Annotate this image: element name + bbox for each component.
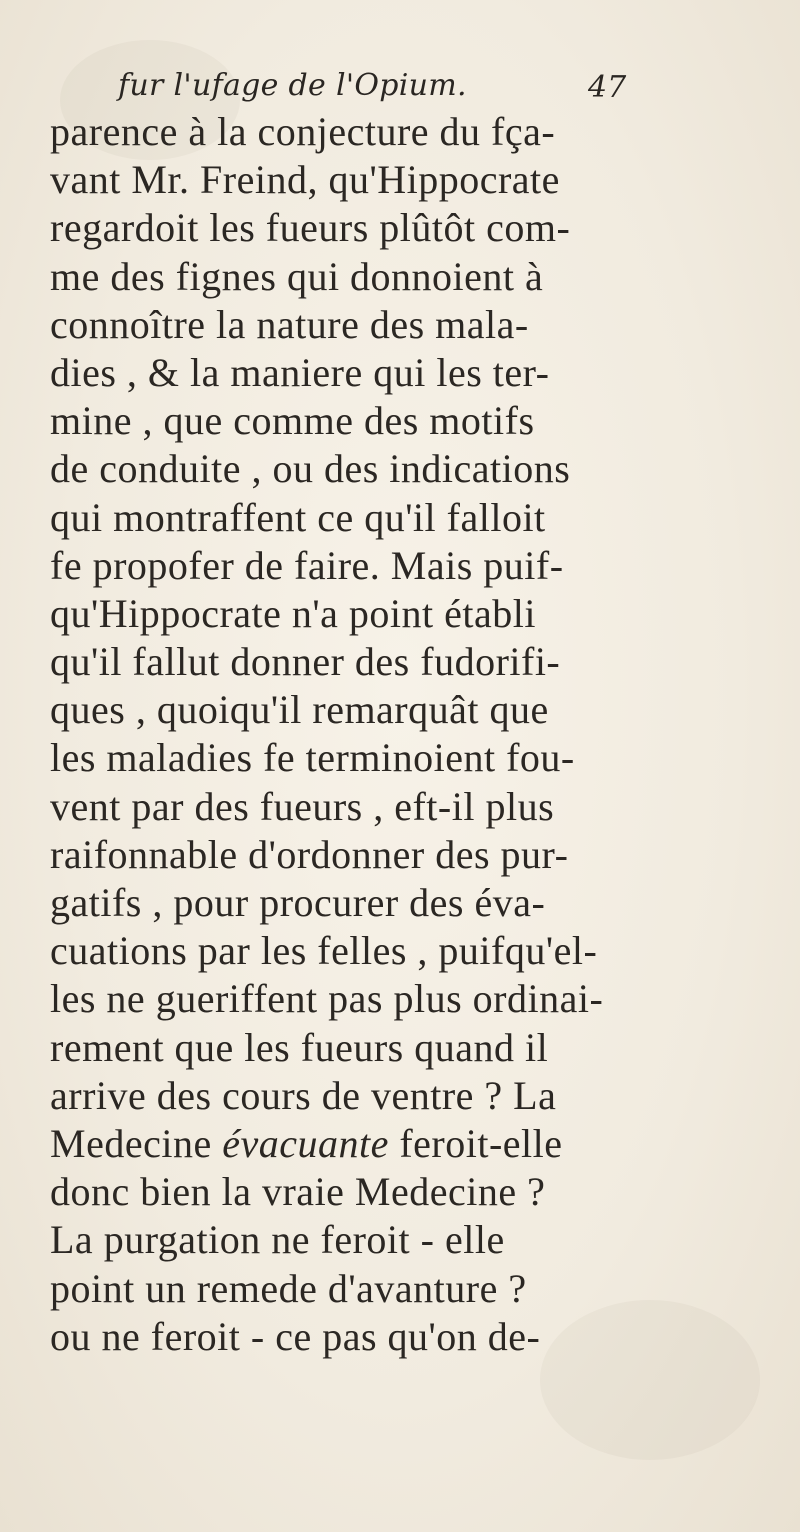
text-segment: feroit-elle [388, 1120, 563, 1166]
text-line: mine , que comme des motifs [50, 398, 535, 444]
running-head: fur l'ufage de l'Opium. [118, 68, 467, 103]
text-line: rement que les fueurs quand il [50, 1024, 549, 1070]
text-line: qu'il fallut donner des fudorifi- [50, 639, 561, 685]
body-text [50, 108, 750, 1361]
italic-word: évacuante [222, 1120, 389, 1166]
text-line: cuations par les felles , puifqu'el- [50, 928, 598, 974]
text-line: me des fignes qui donnoient à [50, 253, 544, 299]
text-line: fe propofer de faire. Mais puif- [50, 542, 564, 588]
text-line: dies , & la maniere qui les ter- [50, 349, 550, 395]
text-line: ou ne feroit - ce pas qu'on de- [50, 1313, 541, 1359]
text-line: vent par des fueurs , eft-il plus [50, 783, 555, 829]
text-line: point un remede d'avanture ? [50, 1265, 527, 1311]
text-line: qui montraffent ce qu'il falloit [50, 494, 546, 540]
text-line: donc bien la vraie Medecine ? [50, 1169, 546, 1215]
text-line [50, 1120, 750, 1168]
text-segment: Medecine [50, 1120, 223, 1166]
text-line: vant Mr. Freind, qu'Hippocrate [50, 157, 560, 203]
text-line: raifonnable d'ordonner des pur- [50, 831, 569, 877]
page-number: 47 [588, 70, 627, 105]
text-line: regardoit les fueurs plûtôt com- [50, 205, 571, 251]
page-header [118, 68, 678, 112]
text-line: de conduite , ou des indications [50, 446, 571, 492]
text-line: ques , quoiqu'il remarquât que [50, 687, 549, 733]
text-line: connoître la nature des mala- [50, 301, 529, 347]
text-line: parence à la conjecture du fça- [50, 109, 556, 154]
text-line: qu'Hippocrate n'a point établi [50, 590, 536, 636]
text-line: les ne gueriffent pas plus ordinai- [50, 976, 604, 1022]
text-line: arrive des cours de ventre ? La [50, 1072, 557, 1118]
text-line: La purgation ne feroit - elle [50, 1217, 505, 1263]
text-line: les maladies fe terminoient fou- [50, 735, 575, 781]
text-line: gatifs , pour procurer des éva- [50, 880, 546, 925]
